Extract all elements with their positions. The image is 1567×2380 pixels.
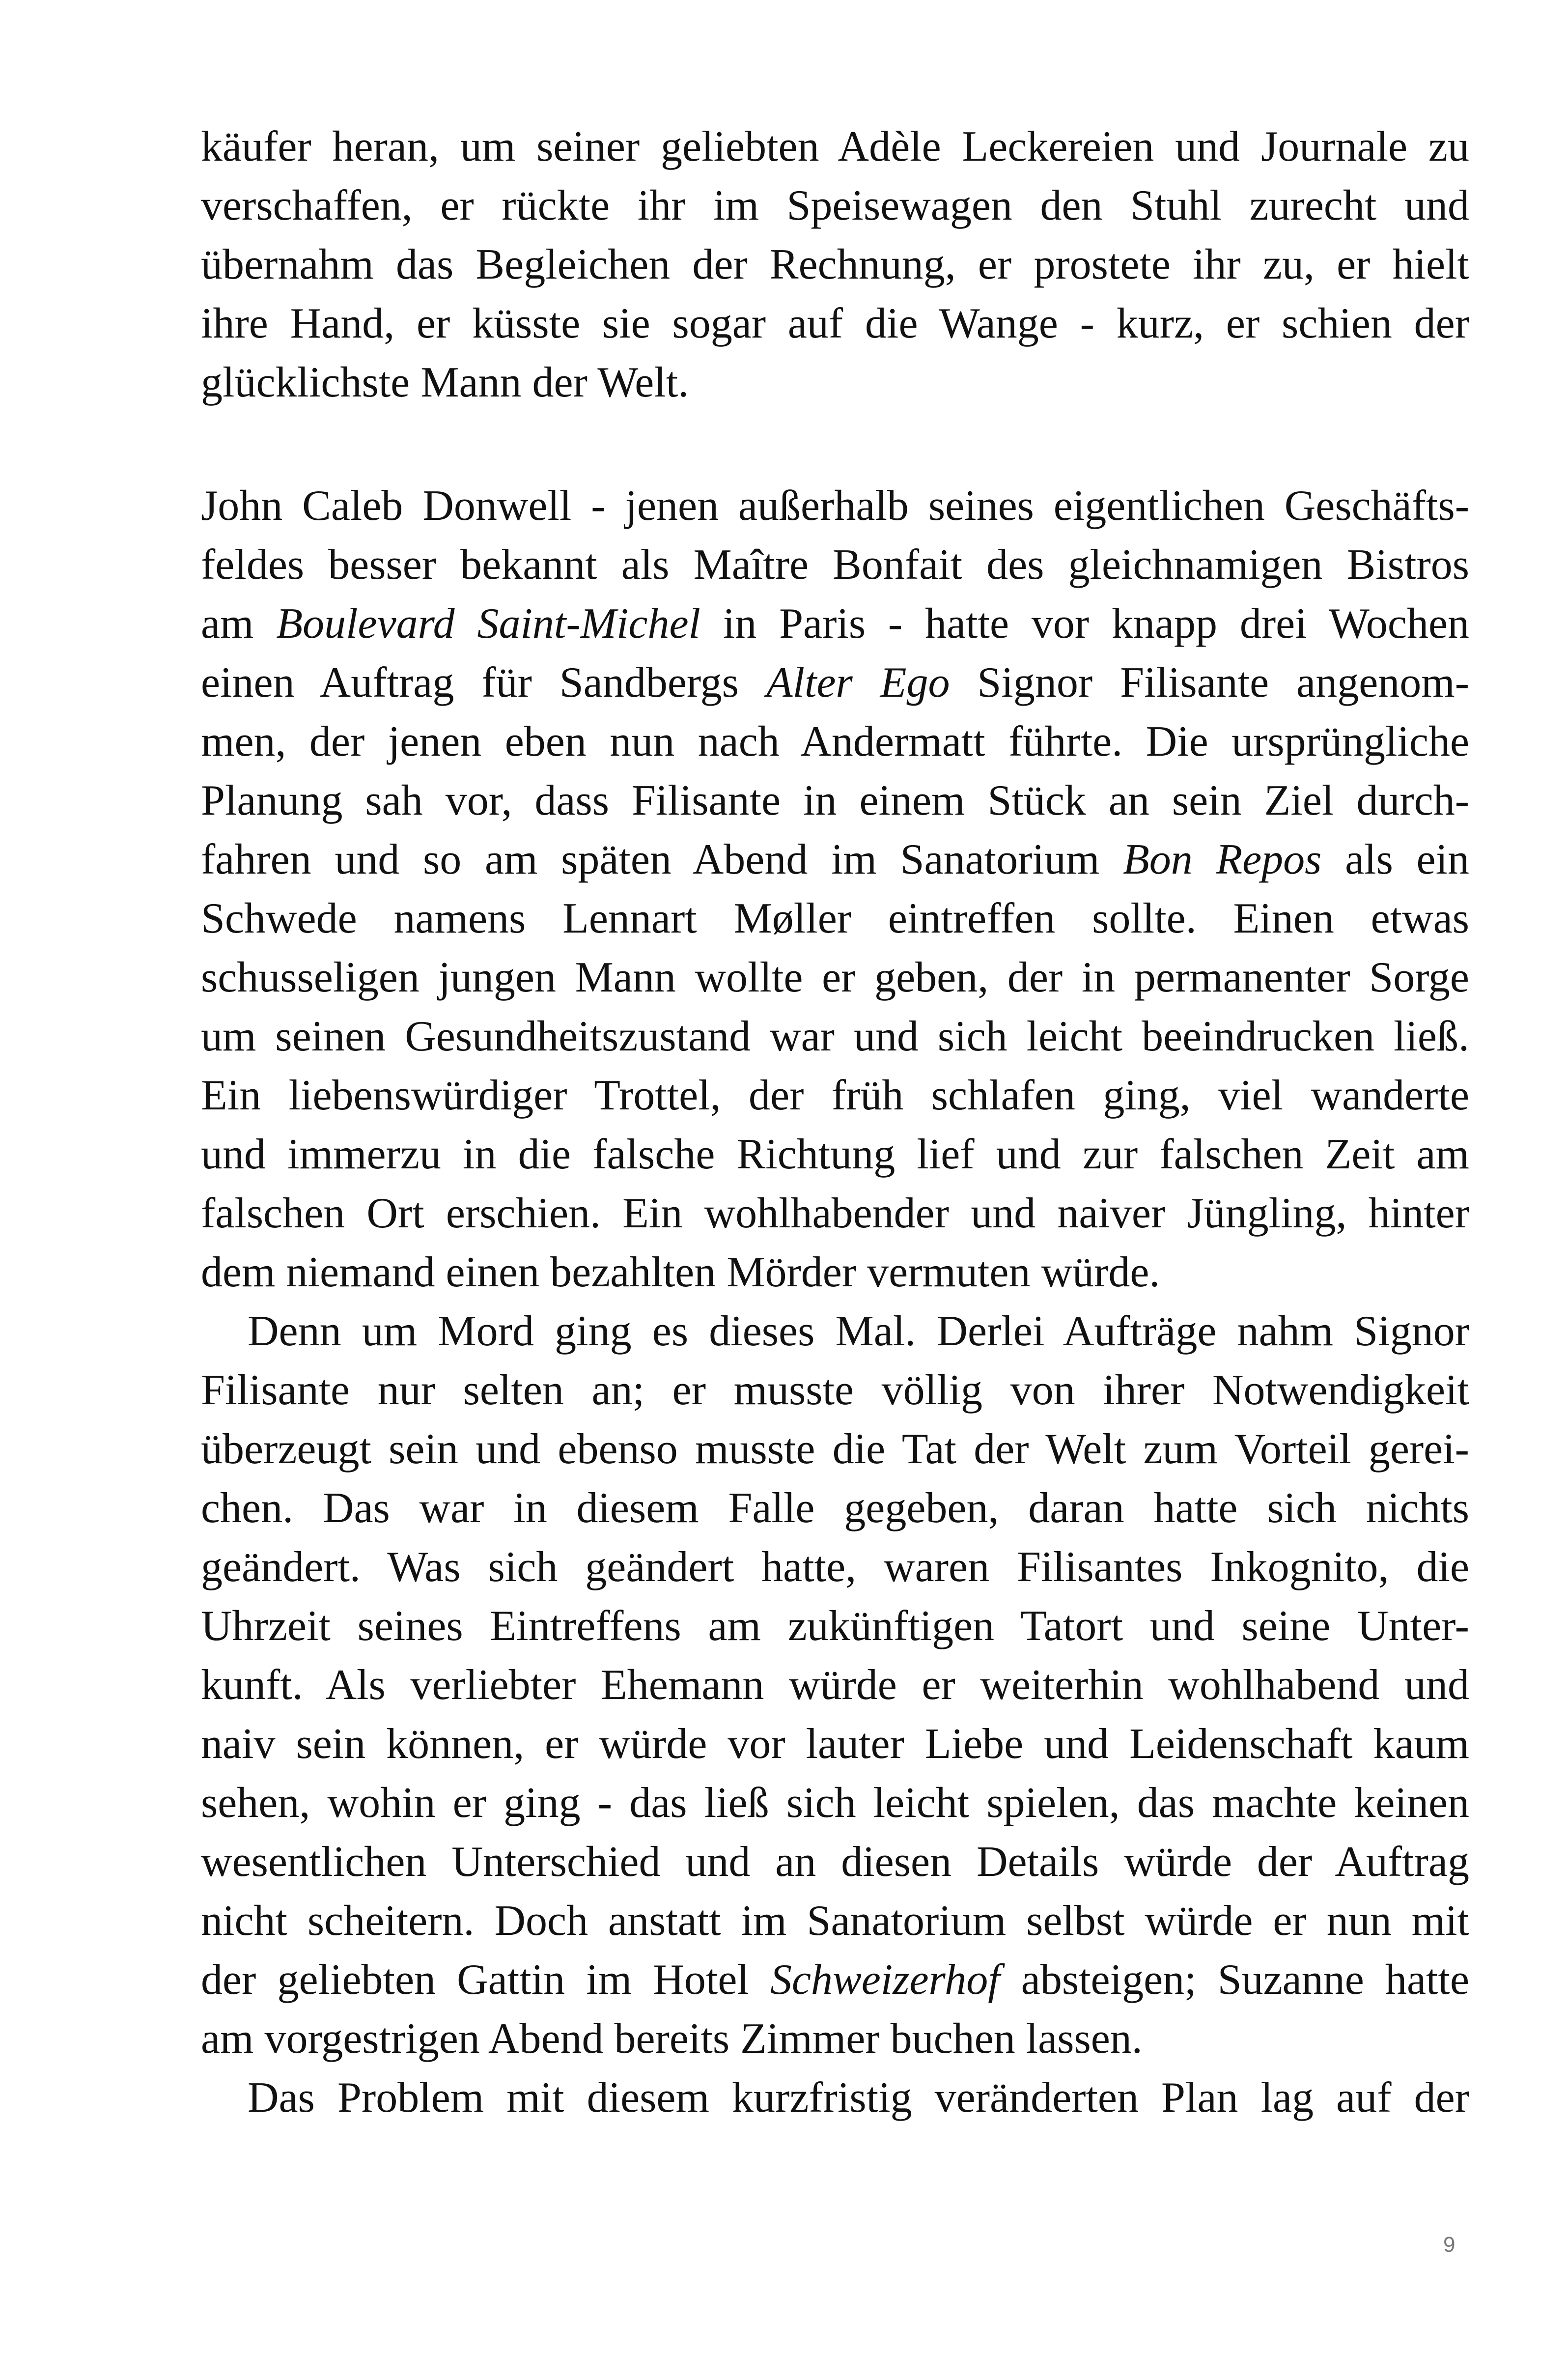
text-line: Denn um Mord ging es dieses Mal. Derlei Aufträge nahm Signor bbox=[248, 1307, 1469, 1355]
paragraph-1 bbox=[201, 117, 1469, 412]
text-line: sehen, wohin er ging - das ließ sich leicht spielen, das machte keinen bbox=[201, 1779, 1469, 1827]
text-line: wesentlichen Unterschied und an diesen Details würde der Auftrag bbox=[201, 1838, 1469, 1886]
text-line: kunft. Als verliebter Ehemann würde er weiterhin wohlhabend und bbox=[201, 1661, 1469, 1709]
text-line: glücklichste Mann der Welt. bbox=[201, 359, 689, 406]
text-line: Filisante nur selten an; er musste völlig von ihrer Notwendigkeit bbox=[201, 1366, 1469, 1414]
text-line: schusseligen jungen Mann wollte er geben, der in permanenter Sorge bbox=[201, 954, 1469, 1001]
text-line: feldes besser bekannt als Maître Bonfait des gleichnamigen Bistros bbox=[201, 541, 1469, 589]
text-line: und immerzu in die falsche Richtung lief und zur falschen Zeit am bbox=[201, 1131, 1469, 1178]
text-line: überzeugt sein und ebenso musste die Tat der Welt zum Vorteil gerei- bbox=[201, 1425, 1469, 1473]
paragraphs-2-to-4 bbox=[201, 477, 1469, 2127]
text-line: falschen Ort erschien. Ein wohlhabender und naiver Jüngling, hinter bbox=[201, 1190, 1469, 1237]
text-line: ihre Hand, er küsste sie sogar auf die Wange - kurz, er schien der bbox=[201, 300, 1469, 347]
text-line: einen Auftrag für Sandbergs Alter Ego Signor Filisante angenom- bbox=[201, 659, 1469, 707]
text-line: Planung sah vor, dass Filisante in einem Stück an sein Ziel durch- bbox=[201, 777, 1469, 824]
text-line: verschaffen, er rückte ihr im Speisewagen den Stuhl zurecht und bbox=[201, 182, 1469, 229]
text-line: am vorgestrigen Abend bereits Zimmer buchen lassen. bbox=[201, 2015, 1143, 2063]
text-line: Ein liebenswürdiger Trottel, der früh schlafen ging, viel wanderte bbox=[201, 1072, 1469, 1119]
italic-text: Alter Ego bbox=[766, 659, 950, 707]
italic-text: Schweizerhof bbox=[770, 1956, 1000, 2004]
text-line: dem niemand einen bezahlten Mörder vermuten würde. bbox=[201, 1248, 1160, 1296]
text-line: um seinen Gesundheitszustand war und sich leicht beeindrucken ließ. bbox=[201, 1013, 1469, 1060]
italic-text: Boulevard Saint-Michel bbox=[276, 600, 700, 648]
text-line: nicht scheitern. Doch anstatt im Sanatorium selbst würde er nun mit bbox=[201, 1897, 1469, 1945]
text-line: Uhrzeit seines Eintreffens am zukünftigen Tatort und seine Unter- bbox=[201, 1602, 1469, 1650]
text-line: fahren und so am späten Abend im Sanatorium Bon Repos als ein bbox=[201, 836, 1470, 883]
text-line: chen. Das war in diesem Falle gegeben, daran hatte sich nichts bbox=[201, 1484, 1469, 1532]
text-line: naiv sein können, er würde vor lauter Liebe und Leidenschaft kaum bbox=[201, 1720, 1469, 1768]
text-line: übernahm das Begleichen der Rechnung, er prostete ihr zu, er hielt bbox=[201, 241, 1469, 288]
text-line: Das Problem mit diesem kurzfristig veränderten Plan lag auf der bbox=[248, 2074, 1469, 2122]
text-line: käufer heran, um seiner geliebten Adèle Leckereien und Journale zu bbox=[201, 123, 1469, 170]
page-number: 9 bbox=[1443, 2233, 1455, 2257]
text-line: geändert. Was sich geändert hatte, waren Filisantes Inkognito, die bbox=[201, 1543, 1469, 1591]
text-line: Schwede namens Lennart Møller eintreffen sollte. Einen etwas bbox=[201, 895, 1469, 942]
text-line: men, der jenen eben nun nach Andermatt führte. Die ursprüngliche bbox=[201, 718, 1469, 765]
text-line: der geliebten Gattin im Hotel Schweizerhof absteigen; Suzanne hatte bbox=[201, 1956, 1469, 2004]
italic-text: Bon Repos bbox=[1122, 836, 1322, 883]
text-line: John Caleb Donwell - jenen außerhalb seines eigentlichen Geschäfts- bbox=[201, 482, 1469, 530]
text-line: am Boulevard Saint-Michel in Paris - hatte vor knapp drei Wochen bbox=[201, 600, 1470, 648]
